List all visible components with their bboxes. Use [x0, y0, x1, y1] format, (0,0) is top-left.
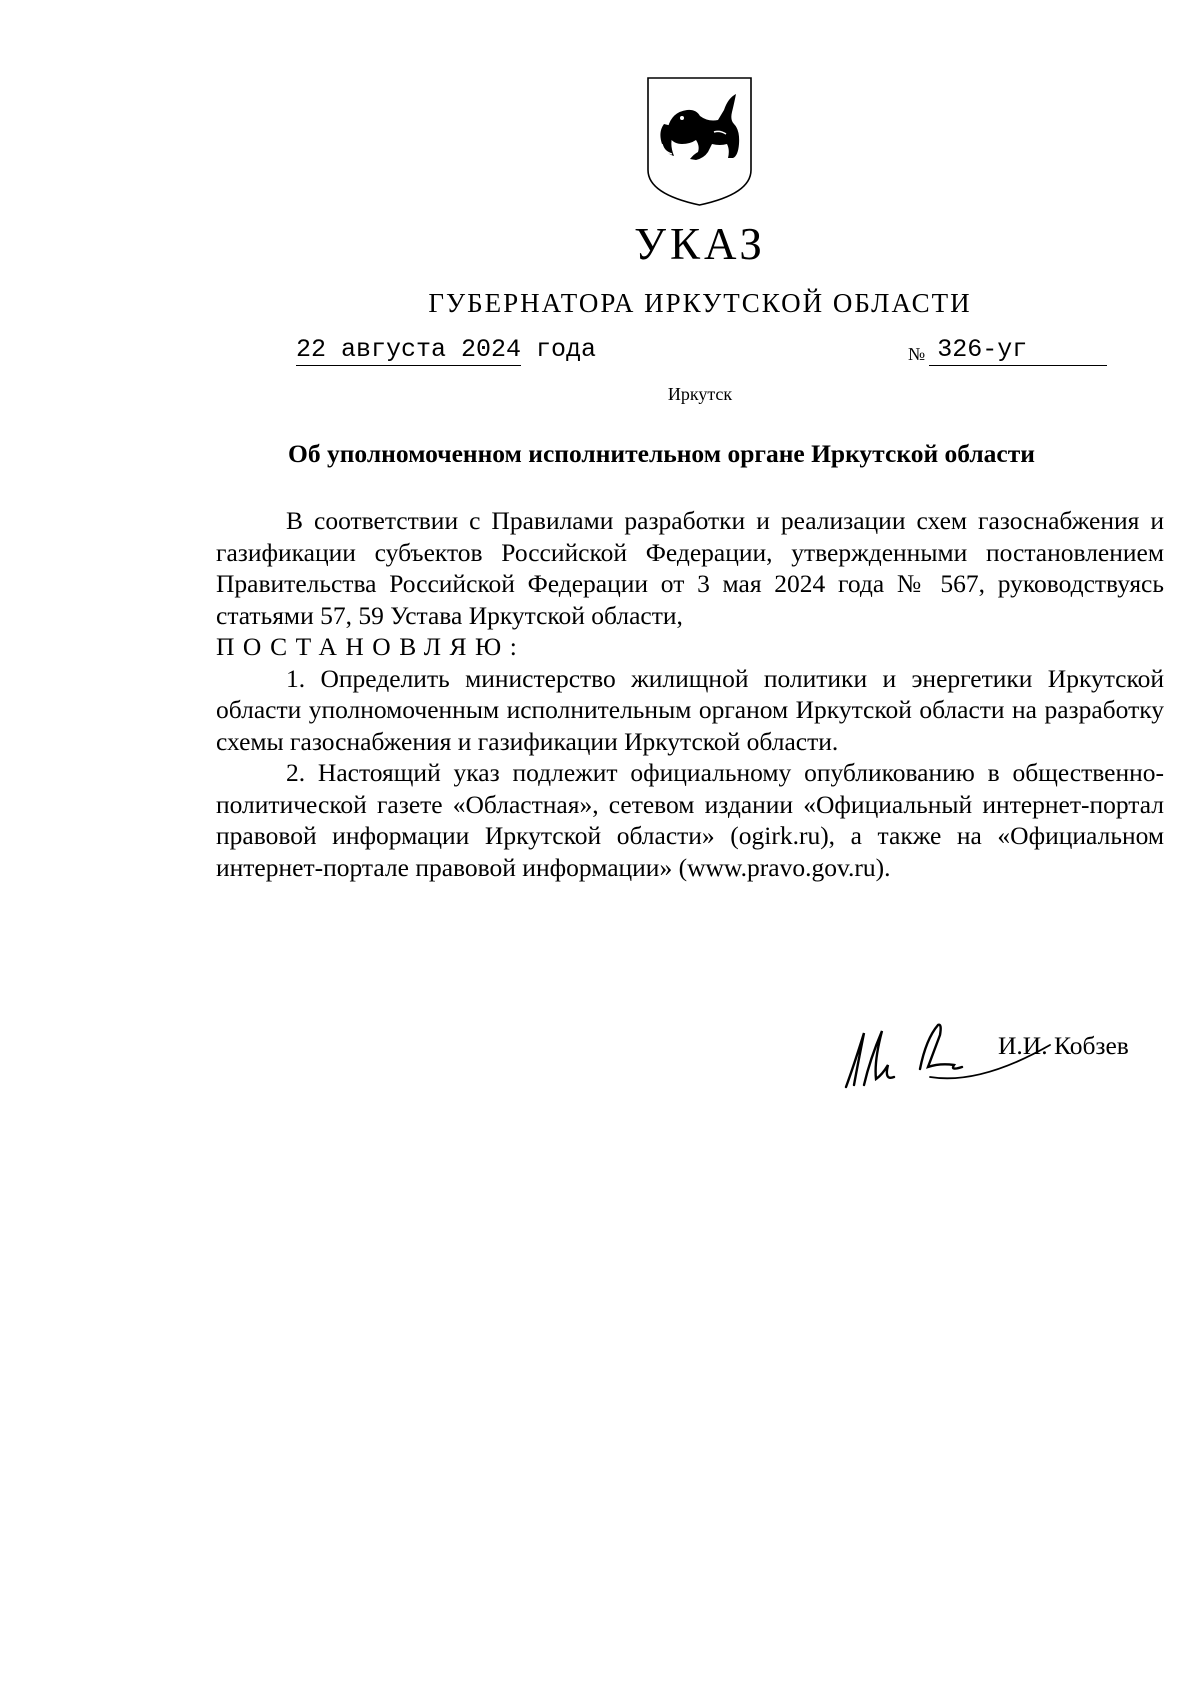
preamble-paragraph: В соответствии с Правилами разработки и реализации схем газоснабжения и газификации субъектов Российской Федерации, утвержденными постановлением Правительства Российской Федерации от 3 мая 2024 года № 567, руководствуясь статьями 57, 59 Устава Иркутской области,: [216, 506, 1164, 630]
number-sign: №: [908, 344, 926, 364]
decree-item-1: 1. Определить министерство жилищной политики и энергетики Иркутской области уполномоченным исполнительным органом Иркутской области на разработку схемы газоснабжения и газификации Иркутской области.: [216, 663, 1164, 756]
document-title: УКАЗ: [634, 219, 766, 269]
signer-name: И.И. Кобзев: [998, 1031, 1129, 1060]
city-of-issue: Иркутск: [667, 384, 733, 404]
date-value: 22 августа 2024: [296, 335, 522, 364]
document-body: [216, 505, 1164, 883]
signature-block: [830, 1005, 1160, 1100]
decree-word: ПОСТАНОВЛЯЮ:: [216, 632, 526, 661]
date-suffix: года: [521, 335, 597, 364]
decree-item-2: 2. Настоящий указ подлежит официальному опубликованию в общественно-политической газете «Областная», сетевом издании «Официальный интернет-портал правовой информации Иркутской области» (ogirk.ru), а также на «Официальном интернет-портале правовой информации» (www.pravo.gov.ru).: [216, 758, 1164, 882]
document-number: [908, 337, 1108, 366]
number-value: 326-уг: [929, 337, 1107, 366]
document-subject: Об уполномоченном исполнительном органе Иркутской области: [288, 439, 1035, 468]
document-date: [296, 337, 596, 366]
irkutsk-coat-of-arms-icon: [642, 72, 757, 211]
issuing-authority: ГУБЕРНАТОРА ИРКУТСКОЙ ОБЛАСТИ: [428, 288, 972, 318]
